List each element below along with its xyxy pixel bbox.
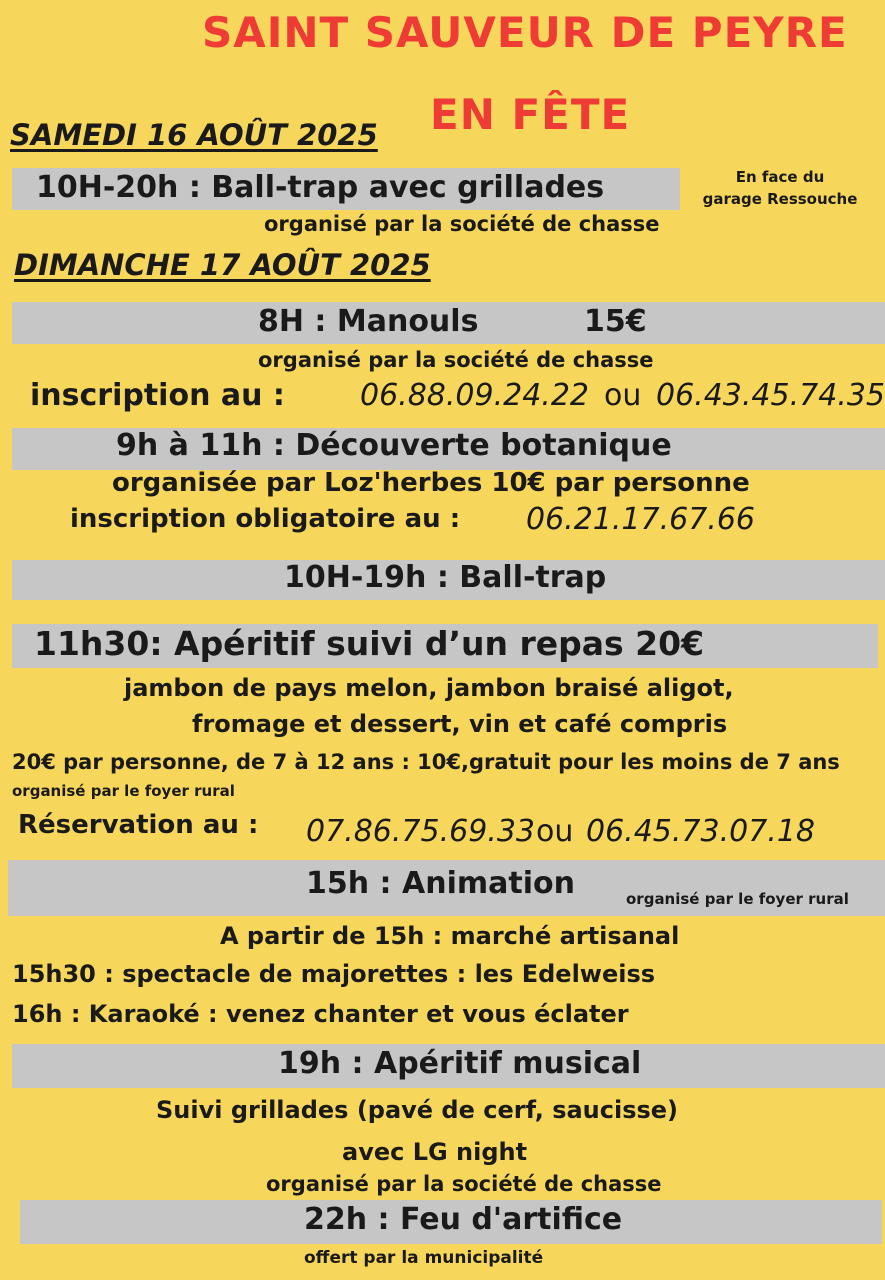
page-title-line2: EN FÊTE: [430, 90, 631, 139]
manouls-or: ou: [604, 378, 642, 413]
botanique-phone: 06.21.17.67.66: [526, 502, 756, 537]
animation-item3: 16h : Karaoké : venez chanter et vous éclater: [12, 1000, 629, 1028]
animation-item2: 15h30 : spectacle de majorettes : les Edelweiss: [12, 960, 656, 988]
botanique-organizer: organisée par Loz'herbes 10€ par personne: [112, 468, 750, 498]
animation-organizer: organisé par le foyer rural: [626, 890, 849, 908]
repas-organizer: organisé par le foyer rural: [12, 782, 235, 800]
saturday-location-line2: garage Ressouche: [702, 190, 858, 208]
feu-organizer: offert par la municipalité: [304, 1248, 544, 1268]
botanique-inscription-label: inscription obligatoire au :: [70, 504, 461, 534]
manouls-phone1: 06.88.09.24.22: [360, 378, 590, 413]
repas-or: ou: [536, 814, 574, 849]
aperitif-organizer: organisé par la société de chasse: [266, 1172, 662, 1196]
animation-label: 15h : Animation: [306, 866, 575, 901]
repas-prices: 20€ par personne, de 7 à 12 ans : 10€,gratuit pour les moins de 7 ans: [12, 750, 840, 774]
page-title-line1: SAINT SAUVEUR DE PEYRE: [202, 8, 848, 57]
manouls-organizer: organisé par la société de chasse: [258, 348, 654, 372]
repas-menu-line2: fromage et dessert, vin et café compris: [192, 710, 728, 738]
botanique-label: 9h à 11h : Découverte botanique: [116, 428, 672, 463]
saturday-balltrap-label: 10H-20h : Ball-trap avec grillades: [36, 170, 605, 205]
animation-item1: A partir de 15h : marché artisanal: [220, 922, 680, 950]
repas-phone1: 07.86.75.69.33: [306, 814, 536, 849]
feu-label: 22h : Feu d'artifice: [304, 1202, 623, 1237]
repas-label: 11h30: Apéritif suivi d’un repas 20€: [34, 624, 705, 663]
aperitif-line1: Suivi grillades (pavé de cerf, saucisse): [156, 1096, 679, 1124]
saturday-balltrap-organizer: organisé par la société de chasse: [264, 212, 660, 236]
saturday-location-line1: En face du: [735, 168, 825, 186]
manouls-phone2: 06.43.45.74.35: [656, 378, 885, 413]
aperitif-label: 19h : Apéritif musical: [278, 1046, 642, 1081]
repas-phone2: 06.45.73.07.18: [586, 814, 816, 849]
manouls-label: 8H : Manouls: [258, 304, 479, 339]
saturday-heading: SAMEDI 16 AOÛT 2025: [10, 118, 378, 152]
repas-menu-line1: jambon de pays melon, jambon braisé aligot,: [124, 674, 734, 702]
repas-reservation-label: Réservation au :: [18, 810, 259, 840]
manouls-inscription-label: inscription au :: [30, 378, 285, 413]
aperitif-line2: avec LG night: [342, 1138, 528, 1166]
sunday-heading: DIMANCHE 17 AOÛT 2025: [14, 248, 431, 282]
manouls-price: 15€: [584, 304, 647, 339]
sunday-balltrap-label: 10H-19h : Ball-trap: [284, 560, 607, 595]
